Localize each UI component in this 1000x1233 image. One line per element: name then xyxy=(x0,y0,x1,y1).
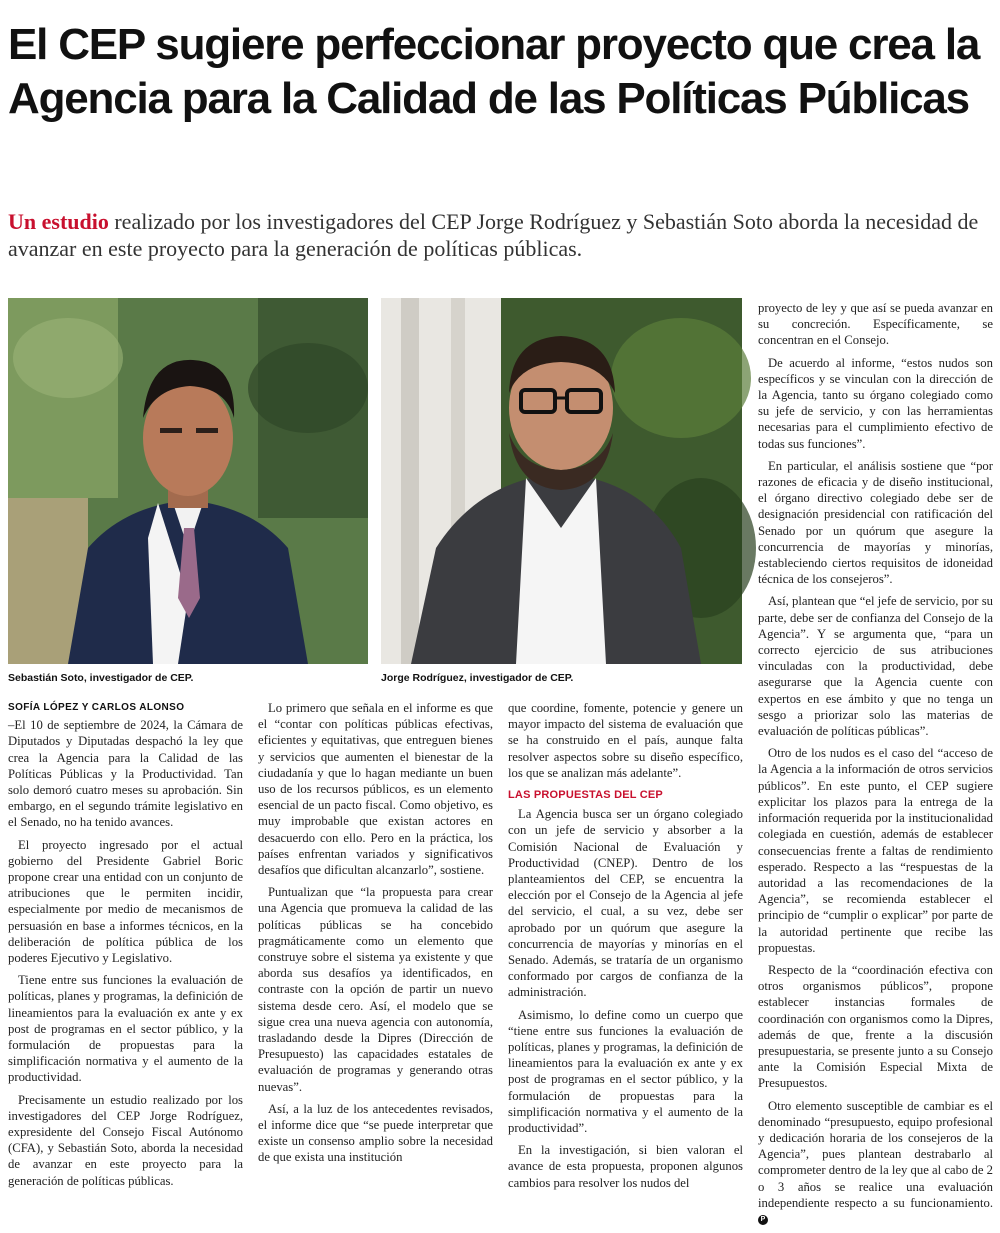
paragraph: –El 10 de septiembre de 2024, la Cámara de Diputados y Diputadas despachó la ley que crea la Agencia para la Calidad de las Políticas Públicas y la Productividad. Tan solo demoró cuatro meses su aprobación. Sin embargo, en el segundo trámite legislativo en el Senado, no ha tenido avances. xyxy=(8,718,243,830)
dek xyxy=(8,208,988,262)
photo-jorge-rodriguez xyxy=(381,298,742,664)
end-mark-icon: P xyxy=(758,1215,768,1225)
paragraph-last xyxy=(758,1098,993,1228)
paragraph: De acuerdo al informe, “estos nudos son específicos y se vinculan con la dirección de la Agencia, tanto su órgano colegiado como su jefe de servicio, y con las herramientas necesarias para el cumplimiento efectivo de todas sus funciones”. xyxy=(758,355,993,451)
byline: SOFÍA LÓPEZ Y CARLOS ALONSO xyxy=(8,702,185,713)
paragraph: proyecto de ley y que así se pueda avanzar en su concreción. Específicamente, se concentran en el Consejo. xyxy=(758,301,993,348)
paragraph: Asimismo, lo define como un cuerpo que “tiene entre sus funciones la evaluación de políticas, planes y programas, la definición de lineamientos para la evaluación ex ante y ex post de programas en el sector público, y la formulación de propuestas para la simplificación normativa y el aumento de la productividad”. xyxy=(508,1007,743,1136)
article-column-3 xyxy=(508,700,743,1197)
article-column-1 xyxy=(8,700,243,1195)
headline: El CEP sugiere perfeccionar proyecto que crea la Agencia para la Calidad de las Políticas Públicas xyxy=(8,20,980,123)
paragraph: El proyecto ingresado por el actual gobierno del Presidente Gabriel Boric propone crear una entidad con un conjunto de atribuciones que le permiten incidir, especialmente por medio de mecanismos de persuasión en base a informes técnicos, en la deliberación de política pública de los poderes Ejecutivo y Legislativo. xyxy=(8,837,243,966)
paragraph: Respecto de la “coordinación efectiva con otros organismos públicos”, propone establecer instancias formales de coordinación con organismos como la Dipres, además de que, frente a la discusión presupuestaria, se presente junto a su Consejo ante la Comisión Especial Mixta de Presupuestos. xyxy=(758,962,993,1091)
paragraph-last-text: Otro elemento susceptible de cambiar es el denominado “presupuesto, equipo profesional y dedicación horaria de los consejeros de la Agencia”, pues plantean destrabarlo al comprometer dentro de la ley que al cabo de 2 o 3 años se realice una evaluación independiente respecto a su funcionamiento. xyxy=(758,1098,993,1210)
article-column-2 xyxy=(258,700,493,1172)
paragraph: Lo primero que señala en el informe es que el “contar con políticas públicas efectivas, eficientes y equitativas, que entreguen bienes y servicios que aumenten el bienestar de la ciudadanía y que lo hagan mediante un buen uso de los recursos públicos, es un elemento esencial de un pacto fiscal. Como objetivo, es muy improbable que existan actores en desacuerdo con ello. Pero en la práctica, los países enfrentan variados y significativos desafíos que dificultan alcanzarlo”, sostiene. xyxy=(258,701,493,878)
paragraph: En particular, el análisis sostiene que “por razones de eficacia y de diseño institucional, el órgano directivo colegiado debe ser de designación presidencial con ratificación del Senado por un quórum que asegure la concurrencia de mayorías y minorías, estableciendo ciertos requisitos de idoneidad técnica de los consejeros”. xyxy=(758,458,993,587)
photo-caption-rodriguez: Jorge Rodríguez, investigador de CEP. xyxy=(381,672,574,684)
photo-caption-soto: Sebastián Soto, investigador de CEP. xyxy=(8,672,194,684)
paragraph: Tiene entre sus funciones la evaluación de políticas, planes y programas, la definición de lineamientos para la evaluación ex ante y ex post de programas en el sector público, y la formulación de propuestas para la simplificación normativa y el aumento de la productividad. xyxy=(8,973,243,1085)
paragraph: Otro de los nudos es el caso del “acceso de la Agencia a la información de otros servicios públicos”. En este punto, el CEP sugiere explicitar los plazos para la entrega de la información requerida por la institucionalidad colegiada en cuestión, además de establecer consecuencias frente a faltas de rendimiento esperado. Respecto a las “respuestas de la autoridad a las recomendaciones de la Agencia”, se recomienda establecer el principio de “cumplir o explicar” por parte de la autoridad pertinente que recibe las propuestas. xyxy=(758,746,993,955)
paragraph: Así, a la luz de los antecedentes revisados, el informe dice que “se puede interpretar que existe un consenso amplio sobre la necesidad de que exista una institución xyxy=(258,1101,493,1165)
paragraph: que coordine, fomente, potencie y genere un mayor impacto del sistema de evaluación que se ha construido en el país, aunque falta resolver aspectos sobre su diseño específico, los que se analizan más adelante”. xyxy=(508,701,743,780)
section-subhead: LAS PROPUESTAS DEL CEP xyxy=(508,789,663,802)
dek-text: realizado por los investigadores del CEP Jorge Rodríguez y Sebastián Soto aborda la necesidad de avanzar en este proyecto para la generación de políticas públicas. xyxy=(8,209,979,261)
paragraph: Precisamente un estudio realizado por los investigadores del CEP Jorge Rodríguez, expresidente del Consejo Fiscal Autónomo (CFA), y Sebastián Soto, aborda la necesidad de avanzar en este proyecto para la generación de políticas públicas. xyxy=(8,1092,243,1188)
article-column-4 xyxy=(758,300,993,1233)
paragraph: Así, plantean que “el jefe de servicio, por su parte, debe ser de confianza del Consejo de la Agencia”. Y se argumenta que, “para un correcto ejercicio de sus atribuciones vinculadas con la productividad, debe asegurarse que la Agencia cuente con expertos en ese ámbito y que no tenga un sesgo a priorizar solo las materias de evaluación de políticas públicas”. xyxy=(758,594,993,739)
dek-kicker: Un estudio xyxy=(8,209,109,234)
paragraph: La Agencia busca ser un órgano colegiado con un jefe de servicio y absorber a la Comisión Nacional de Evaluación y Productividad (CNEP). Dentro de los planteamientos del CEP, se encuentra la elección por el Consejo de la Agencia al jefe del servicio, el cual, a su vez, debe ser aprobado por un quórum que asegure la concurrencia de mayorías y minorías en el Senado. Además, se trataría de un organismo conformado por cargos de confianza de la administración. xyxy=(508,807,743,1000)
photo-sebastian-soto xyxy=(8,298,368,664)
paragraph: En la investigación, si bien valoran el avance de esta propuesta, proponen algunos cambios para resolver los nudos del xyxy=(508,1143,743,1190)
paragraph: Puntualizan que “la propuesta para crear una Agencia que promueva la calidad de las políticas públicas se ha concebido pragmáticamente como un elemento que construye sobre el sistema ya existente y que aborda sus desafíos ya identificados, en contraste con la opción de partir un nuevo sistema desde cero. Así, el modelo que se sigue crea una nueva agencia con autonomía, trasladando desde la Dipres (Dirección de Presupuesto) las capacidades estatales de evaluación de programas y generando otras nuevas”. xyxy=(258,885,493,1094)
